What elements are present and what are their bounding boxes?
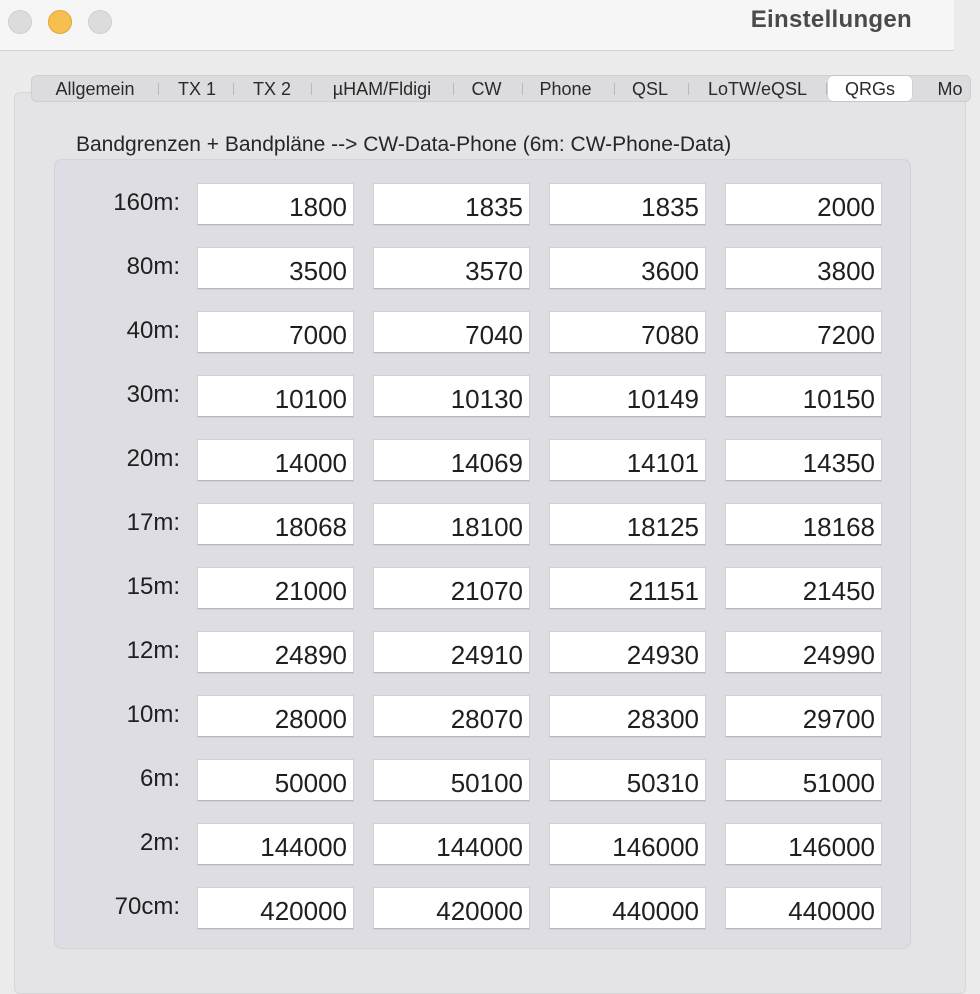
qrg-field[interactable] [549,247,706,289]
qrg-field[interactable] [197,439,354,481]
section-label: Bandgrenzen + Bandpläne --> CW-Data-Phone (6m: CW-Phone-Data) [76,133,732,156]
qrg-field[interactable] [549,823,706,865]
qrg-field[interactable] [725,503,882,545]
tab-cw[interactable]: CW [471,79,502,99]
qrg-field[interactable] [725,247,882,289]
band-label: 2m: [139,829,180,856]
qrg-field[interactable] [549,759,706,801]
tab-allgemein[interactable]: Allgemein [55,79,135,99]
qrg-field[interactable] [373,887,530,929]
qrg-field[interactable] [373,631,530,673]
qrg-field[interactable] [197,567,354,609]
qrg-field[interactable] [373,183,530,225]
qrg-field[interactable] [373,695,530,737]
qrg-field[interactable] [549,311,706,353]
preferences-content [0,51,963,986]
qrg-field[interactable] [549,567,706,609]
qrg-field[interactable] [549,439,706,481]
qrg-field[interactable] [725,183,882,225]
zoom-window-button[interactable] [88,10,112,34]
qrg-field[interactable] [197,503,354,545]
qrg-field[interactable] [373,759,530,801]
tab-tx1[interactable]: TX 1 [177,79,216,99]
tab-mo[interactable]: Mo [937,79,963,99]
qrg-field[interactable] [725,759,882,801]
window-title: Einstellungen [750,6,912,33]
qrg-field[interactable] [725,439,882,481]
band-label: 80m: [126,253,180,280]
qrg-field[interactable] [197,631,354,673]
band-label: 12m: [126,637,180,664]
qrg-field[interactable] [197,311,354,353]
qrg-field[interactable] [197,695,354,737]
qrg-field[interactable] [725,375,882,417]
qrg-field[interactable] [549,695,706,737]
tab-qsl[interactable]: QSL [631,79,669,99]
tab-tx2[interactable]: TX 2 [252,79,291,99]
tab-separator [688,83,689,95]
tab-lotw-eqsl[interactable]: LoTW/eQSL [707,79,808,99]
band-label: 30m: [126,381,180,408]
qrg-field[interactable] [197,375,354,417]
qrg-field[interactable] [373,439,530,481]
qrg-field[interactable] [549,503,706,545]
tab-separator [233,83,234,95]
qrg-field[interactable] [549,631,706,673]
tab-separator [826,83,827,95]
qrg-field[interactable] [197,823,354,865]
tab-uham-fldigi[interactable]: µHAM/Fldigi [332,79,432,99]
qrg-field[interactable] [549,887,706,929]
band-label: 10m: [126,701,180,728]
tab-qrgs[interactable]: QRGs [828,76,912,101]
qrg-field[interactable] [549,375,706,417]
qrg-field[interactable] [549,183,706,225]
qrg-field[interactable] [197,759,354,801]
qrg-field[interactable] [725,887,882,929]
qrg-field[interactable] [197,247,354,289]
band-label: 20m: [126,445,180,472]
qrg-field[interactable] [725,311,882,353]
tab-separator [453,83,454,95]
band-label: 40m: [126,317,180,344]
minimize-window-button[interactable] [48,10,72,34]
qrg-field[interactable] [373,823,530,865]
tab-separator [311,83,312,95]
qrg-field[interactable] [197,887,354,929]
close-window-button[interactable] [8,10,32,34]
band-label: 70cm: [114,893,180,920]
qrg-field[interactable] [373,375,530,417]
tab-separator [158,83,159,95]
qrg-field[interactable] [373,567,530,609]
qrg-field[interactable] [725,567,882,609]
qrg-field[interactable] [725,631,882,673]
qrg-field[interactable] [725,823,882,865]
band-label: 160m: [113,189,180,216]
qrg-field[interactable] [373,503,530,545]
tab-phone[interactable]: Phone [539,79,592,99]
qrg-field[interactable] [725,695,882,737]
title-bar [0,0,954,51]
qrg-field[interactable] [197,183,354,225]
tab-bar [31,75,971,102]
band-label: 6m: [139,765,180,792]
qrg-field[interactable] [373,311,530,353]
qrg-field[interactable] [373,247,530,289]
band-label: 17m: [126,509,180,536]
band-label: 15m: [126,573,180,600]
